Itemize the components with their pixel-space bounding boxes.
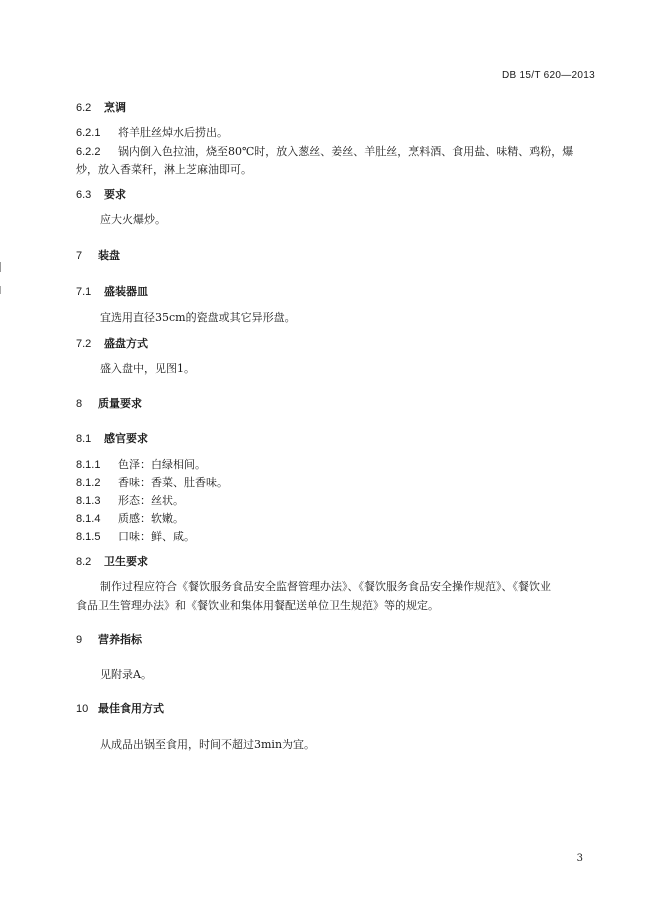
section-title: 装盘 bbox=[98, 249, 120, 262]
section-heading-6-3 bbox=[76, 188, 126, 202]
clause-6-2-2-continued: 炒，放入香菜秆，淋上芝麻油即可。 bbox=[76, 163, 252, 176]
clause-text: 形态：丝状。 bbox=[118, 494, 184, 507]
paragraph-6-3: 应大火爆炒。 bbox=[100, 213, 166, 226]
section-heading-7 bbox=[76, 249, 120, 263]
clause-6-2-1 bbox=[76, 126, 228, 140]
clause-6-2-2 bbox=[76, 145, 573, 159]
section-heading-8-1 bbox=[76, 432, 148, 446]
scan-mark bbox=[0, 286, 5, 294]
clause-text: 质感：软嫩。 bbox=[118, 512, 184, 525]
section-title: 质量要求 bbox=[98, 397, 142, 410]
clause-number: 8.1.2 bbox=[76, 477, 101, 489]
scan-mark bbox=[0, 262, 5, 272]
paragraph-8-2-continued: 食品卫生管理办法》和《餐饮业和集体用餐配送单位卫生规范》等的规定。 bbox=[76, 599, 439, 612]
clause-number: 6.2.1 bbox=[76, 127, 101, 139]
clause-text: 香味：香菜、肚香味。 bbox=[118, 476, 228, 489]
clause-number: 6.2.2 bbox=[76, 146, 101, 158]
section-number: 9 bbox=[76, 634, 83, 646]
section-title: 要求 bbox=[104, 188, 126, 201]
clause-number: 8.1.5 bbox=[76, 531, 101, 543]
clause-8-1-3 bbox=[76, 494, 184, 508]
paragraph-9: 见附录A。 bbox=[100, 668, 152, 681]
clause-number: 8.1.1 bbox=[76, 459, 101, 471]
section-number: 8 bbox=[76, 398, 83, 410]
section-number: 6.3 bbox=[76, 189, 92, 201]
section-title: 卫生要求 bbox=[104, 555, 148, 568]
page-number: 3 bbox=[576, 853, 583, 864]
section-title: 最佳食用方式 bbox=[98, 702, 164, 715]
section-title: 盛装器皿 bbox=[104, 285, 148, 298]
section-number: 7.2 bbox=[76, 338, 92, 350]
clause-number: 8.1.3 bbox=[76, 495, 101, 507]
section-heading-10 bbox=[76, 702, 164, 716]
paragraph-7-1: 宜选用直径35cm的瓷盘或其它异形盘。 bbox=[100, 311, 296, 324]
section-number: 10 bbox=[76, 703, 89, 715]
section-title: 盛盘方式 bbox=[104, 337, 148, 350]
paragraph-10: 从成品出锅至食用，时间不超过3min为宜。 bbox=[100, 738, 316, 751]
clause-text: 色泽：白绿相间。 bbox=[118, 458, 206, 471]
section-heading-7-2 bbox=[76, 337, 148, 351]
section-heading-6-2 bbox=[76, 101, 126, 115]
clause-text: 口味：鲜、咸。 bbox=[118, 530, 195, 543]
section-heading-8 bbox=[76, 397, 142, 411]
section-number: 7.1 bbox=[76, 286, 92, 298]
clause-8-1-5 bbox=[76, 530, 195, 544]
standard-code-header: DB 15/T 620—2013 bbox=[501, 70, 595, 81]
clause-number: 8.1.4 bbox=[76, 513, 101, 525]
section-number: 6.2 bbox=[76, 102, 92, 114]
clause-8-1-4 bbox=[76, 512, 184, 526]
clause-text: 将羊肚丝焯水后捞出。 bbox=[118, 126, 228, 139]
paragraph-7-2: 盛入盘中，见图1。 bbox=[100, 362, 195, 375]
section-title: 烹调 bbox=[104, 101, 126, 114]
section-number: 8.2 bbox=[76, 556, 92, 568]
clause-8-1-1 bbox=[76, 458, 206, 472]
section-number: 8.1 bbox=[76, 433, 92, 445]
section-heading-7-1 bbox=[76, 285, 148, 299]
clause-8-1-2 bbox=[76, 476, 228, 490]
section-title: 感官要求 bbox=[104, 432, 148, 445]
section-heading-8-2 bbox=[76, 555, 148, 569]
section-title: 营养指标 bbox=[98, 633, 142, 646]
paragraph-8-2: 制作过程应符合《餐饮服务食品安全监督管理办法》、《餐饮服务食品安全操作规范》、《餐饮业 bbox=[100, 580, 551, 593]
clause-text: 锅内倒入色拉油，烧至80℃时，放入葱丝、姜丝、羊肚丝，烹料酒、食用盐、味精、鸡粉，爆 bbox=[118, 145, 574, 158]
section-number: 7 bbox=[76, 250, 83, 262]
section-heading-9 bbox=[76, 633, 142, 647]
